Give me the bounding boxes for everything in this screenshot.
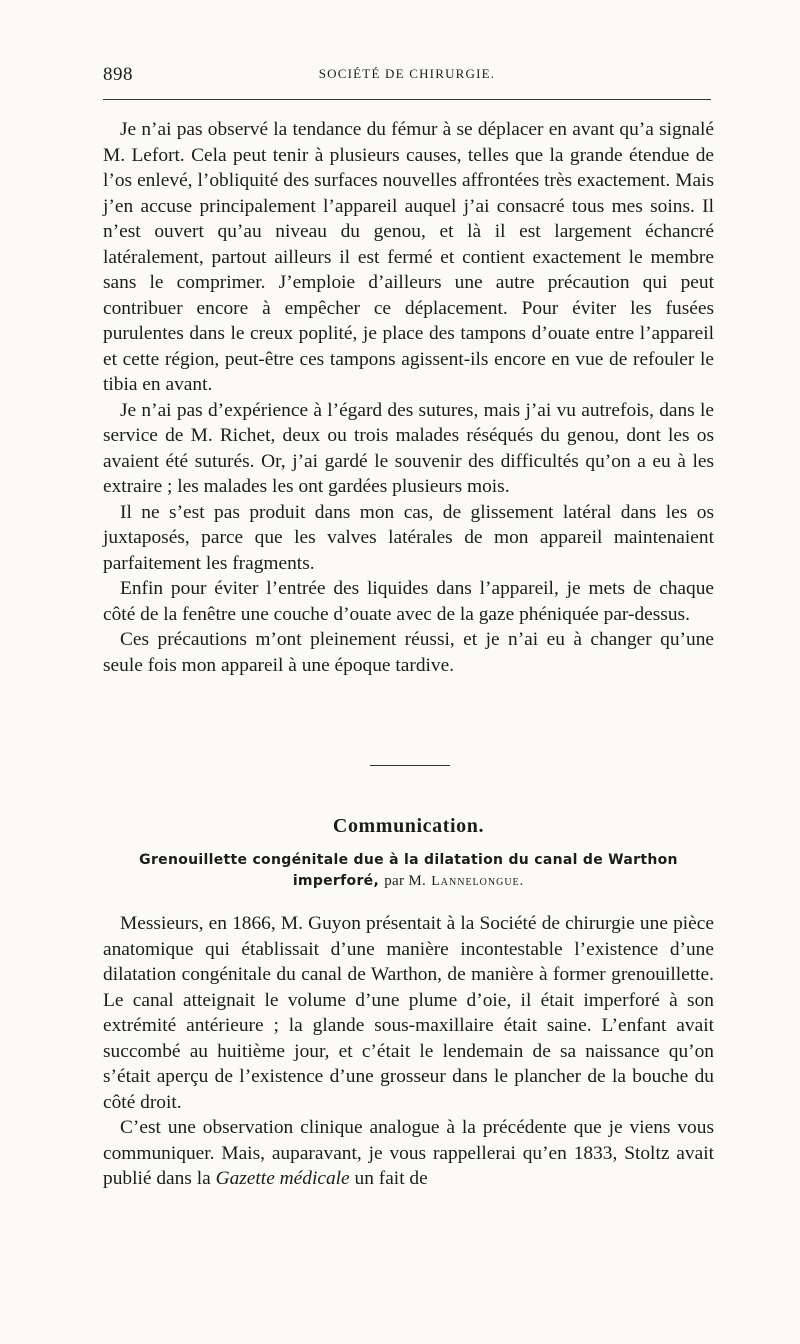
- author-name: Lannelongue.: [431, 874, 525, 889]
- discussion-text: [103, 117, 714, 678]
- paragraph: Je n’ai pas d’expérience à l’égard des sutures, mais j’ai vu autrefois, dans le service de M. Richet, deux ou trois malades réséqués du genou, dont les os avaient été suturés. Or, j’ai gardé le souvenir des difficultés qu’on a eu à les extraire ; les malades les ont gardées plusieurs mois.: [103, 399, 714, 497]
- header-rule: [103, 99, 711, 100]
- paragraph: Enfin pour éviter l’entrée des liquides dans l’appareil, je mets de chaque côté de la fenêtre une couche d’ouate avec de la gaze phéniquée par-dessus.: [103, 578, 714, 625]
- paragraph: Il ne s’est pas produit dans mon cas, de glissement latéral dans les os juxtaposés, parce que les valves latérales de mon appareil maintenaient parfaitement les fragments.: [103, 501, 714, 574]
- article-title-text: Grenouillette congénitale due à la dilatation du canal de Warthon imperforé,: [139, 852, 678, 889]
- paragraph: Messieurs, en 1866, M. Guyon présentait à la Société de chirurgie une pièce anatomique qui établissait d’une manière incontestable l’existence d’une dilatation congénitale du canal de Warthon, de manière à former grenouillette. Le canal atteignait le volume d’une plume d’oie, il était imperforé à son extrémité antérieure ; la glande sous-maxillaire était saine. L’enfant avait succombé au huitième jour, et c’était le lendemain de sa naissance qu’on s’était aperçu de l’existence d’une grosseur dans le plancher de la bouche du côté droit.: [103, 913, 714, 1113]
- paragraph-text: C’est une observation clinique analogue à la précédente que je viens vous communiquer. Mais, auparavant, je vous rappellerai qu’en 1833, Stoltz avait publié dans la: [103, 1117, 714, 1189]
- paragraph: Je n’ai pas observé la tendance du fémur à se déplacer en avant qu’a signalé M. Lefort. Cela peut tenir à plusieurs causes, telles que la grande étendue de l’os enlevé, l’obliquité des surfaces nouvelles affrontées très exactement. Mais j’en accuse principalement l’appareil auquel j’ai consacré tous mes soins. Il n’est ouvert qu’au niveau du genou, et là il est largement échancré latéralement, partout ailleurs il est fermé et contient exactement le membre sans le comprimer. J’emploie d’ailleurs une autre précaution qui peut contribuer encore à empêcher ce déplacement. Pour éviter les fusées purulentes dans le creux poplité, je place des tampons d’ouate entre l’appareil et cette région, peut-être ces tampons agissent-ils encore en vue de refouler le tibia en avant.: [103, 119, 714, 395]
- article-title: [103, 850, 714, 892]
- running-head: SOCIÉTÉ DE CHIRURGIE.: [318, 66, 496, 81]
- paragraph: [103, 1115, 714, 1192]
- section-divider: [370, 765, 450, 766]
- journal-title: Gazette médicale: [215, 1168, 350, 1189]
- section-title: Communication.: [332, 815, 485, 837]
- byline-prefix: par M.: [384, 873, 427, 889]
- page-number: 898: [103, 64, 133, 85]
- paragraph-text: un fait de: [354, 1168, 428, 1189]
- page-header: [103, 64, 711, 84]
- paragraph: Ces précautions m’ont pleinement réussi, et je n’ai eu à changer qu’une seule fois mon appareil à une époque tardive.: [103, 629, 714, 676]
- communication-text: [103, 911, 714, 1192]
